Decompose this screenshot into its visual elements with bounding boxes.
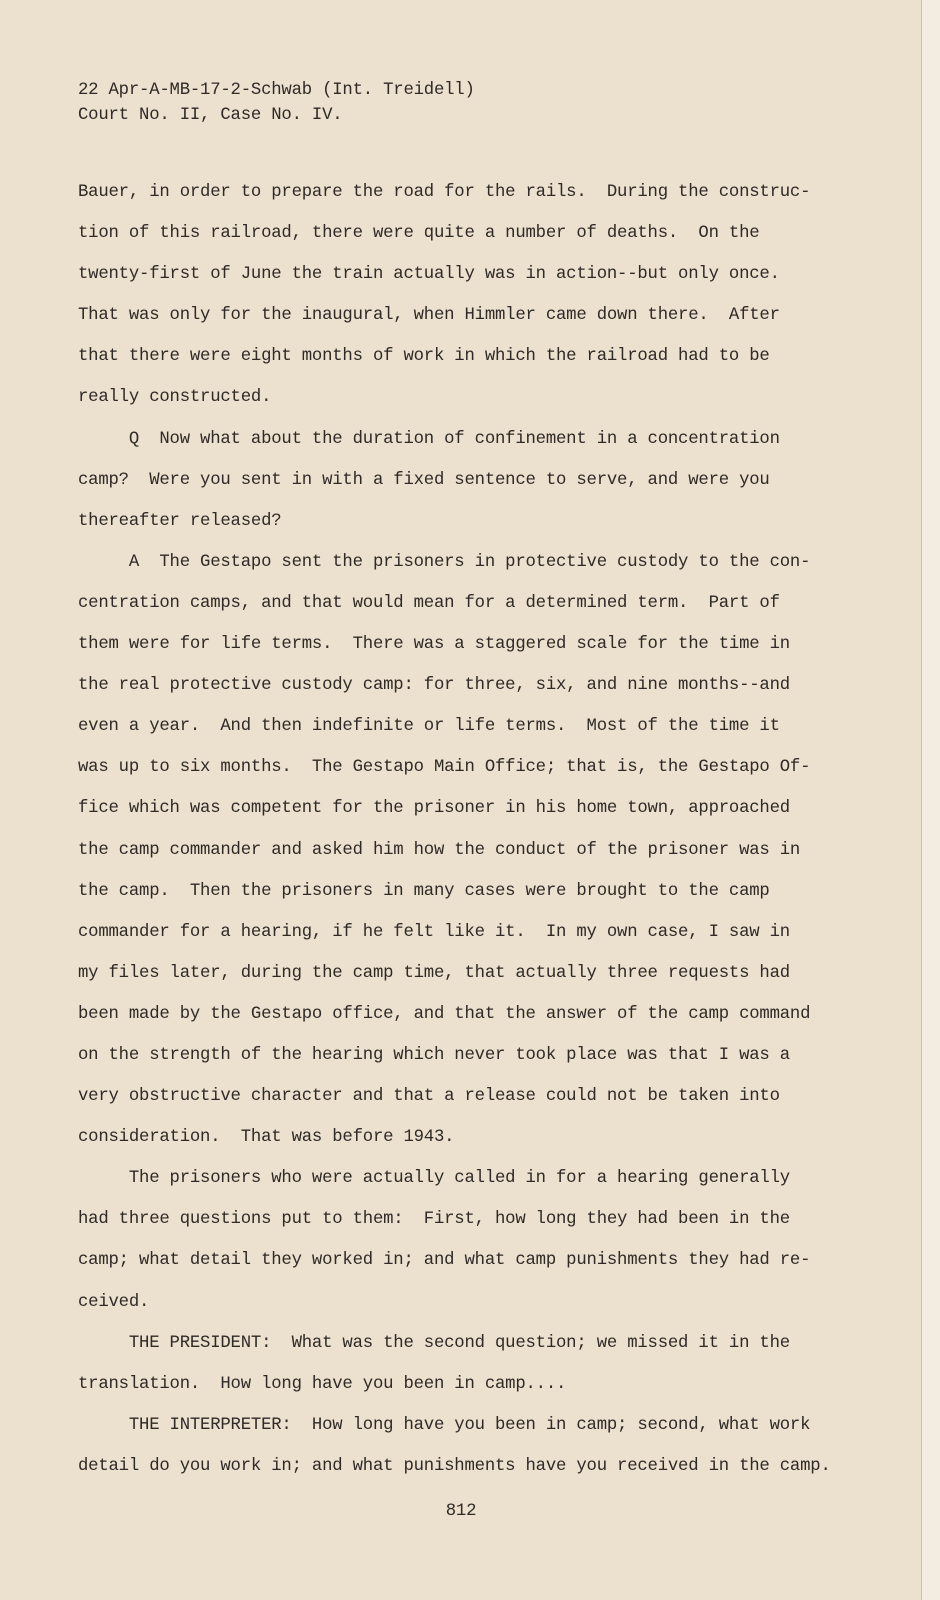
- text-line: THE PRESIDENT: What was the second question; we missed it in the: [78, 1333, 790, 1353]
- document-header: [78, 78, 475, 128]
- header-line-2: Court No. II, Case No. IV.: [78, 106, 343, 125]
- text-line: detail do you work in; and what punishments have you received in the camp.: [78, 1456, 831, 1476]
- text-line: ceived.: [78, 1292, 150, 1312]
- text-line: was up to six months. The Gestapo Main Office; that is, the Gestapo Of-: [78, 758, 811, 778]
- text-line: on the strength of the hearing which never took place was that I was a: [78, 1045, 790, 1065]
- text-line: tion of this railroad, there were quite a number of deaths. On the: [78, 224, 760, 244]
- page-edge: [922, 0, 940, 1600]
- text-line: the real protective custody camp: for three, six, and nine months--and: [78, 676, 790, 696]
- text-line: commander for a hearing, if he felt like it. In my own case, I saw in: [78, 922, 790, 942]
- text-line: the camp commander and asked him how the conduct of the prisoner was in: [78, 840, 801, 860]
- text-line: consideration. That was before 1943.: [78, 1128, 455, 1148]
- transcript-body: [78, 172, 838, 1487]
- text-line: even a year. And then indefinite or life terms. Most of the time it: [78, 717, 780, 737]
- text-line: thereafter released?: [78, 511, 282, 531]
- header-line-1: 22 Apr-A-MB-17-2-Schwab (Int. Treidell): [78, 81, 475, 100]
- text-line: THE INTERPRETER: How long have you been in camp; second, what work: [78, 1415, 811, 1435]
- page-number: 812: [445, 1502, 477, 1521]
- text-line: camp? Were you sent in with a fixed sentence to serve, and were you: [78, 470, 770, 490]
- text-line: very obstructive character and that a release could not be taken into: [78, 1087, 780, 1107]
- text-line: That was only for the inaugural, when Himmler came down there. After: [78, 306, 780, 326]
- text-line: been made by the Gestapo office, and that the answer of the camp command: [78, 1004, 811, 1024]
- text-line: really constructed.: [78, 388, 272, 408]
- text-line: translation. How long have you been in camp....: [78, 1374, 567, 1394]
- text-line: twenty-first of June the train actually was in action--but only once.: [78, 265, 780, 285]
- text-line: Bauer, in order to prepare the road for the rails. During the construc-: [78, 183, 811, 202]
- text-line: The prisoners who were actually called in for a hearing generally: [78, 1169, 790, 1189]
- text-line: A The Gestapo sent the prisoners in protective custody to the con-: [78, 552, 811, 572]
- text-line: Q Now what about the duration of confinement in a concentration: [78, 429, 780, 449]
- text-line: fice which was competent for the prisoner in his home town, approached: [78, 799, 790, 819]
- text-line: centration camps, and that would mean for a determined term. Part of: [78, 593, 780, 613]
- text-line: them were for life terms. There was a staggered scale for the time in: [78, 635, 790, 655]
- text-line: my files later, during the camp time, that actually three requests had: [78, 963, 790, 983]
- text-line: the camp. Then the prisoners in many cases were brought to the camp: [78, 881, 770, 901]
- text-line: had three questions put to them: First, how long they had been in the: [78, 1210, 790, 1230]
- text-line: camp; what detail they worked in; and what camp punishments they had re-: [78, 1251, 811, 1271]
- text-line: that there were eight months of work in which the railroad had to be: [78, 347, 770, 367]
